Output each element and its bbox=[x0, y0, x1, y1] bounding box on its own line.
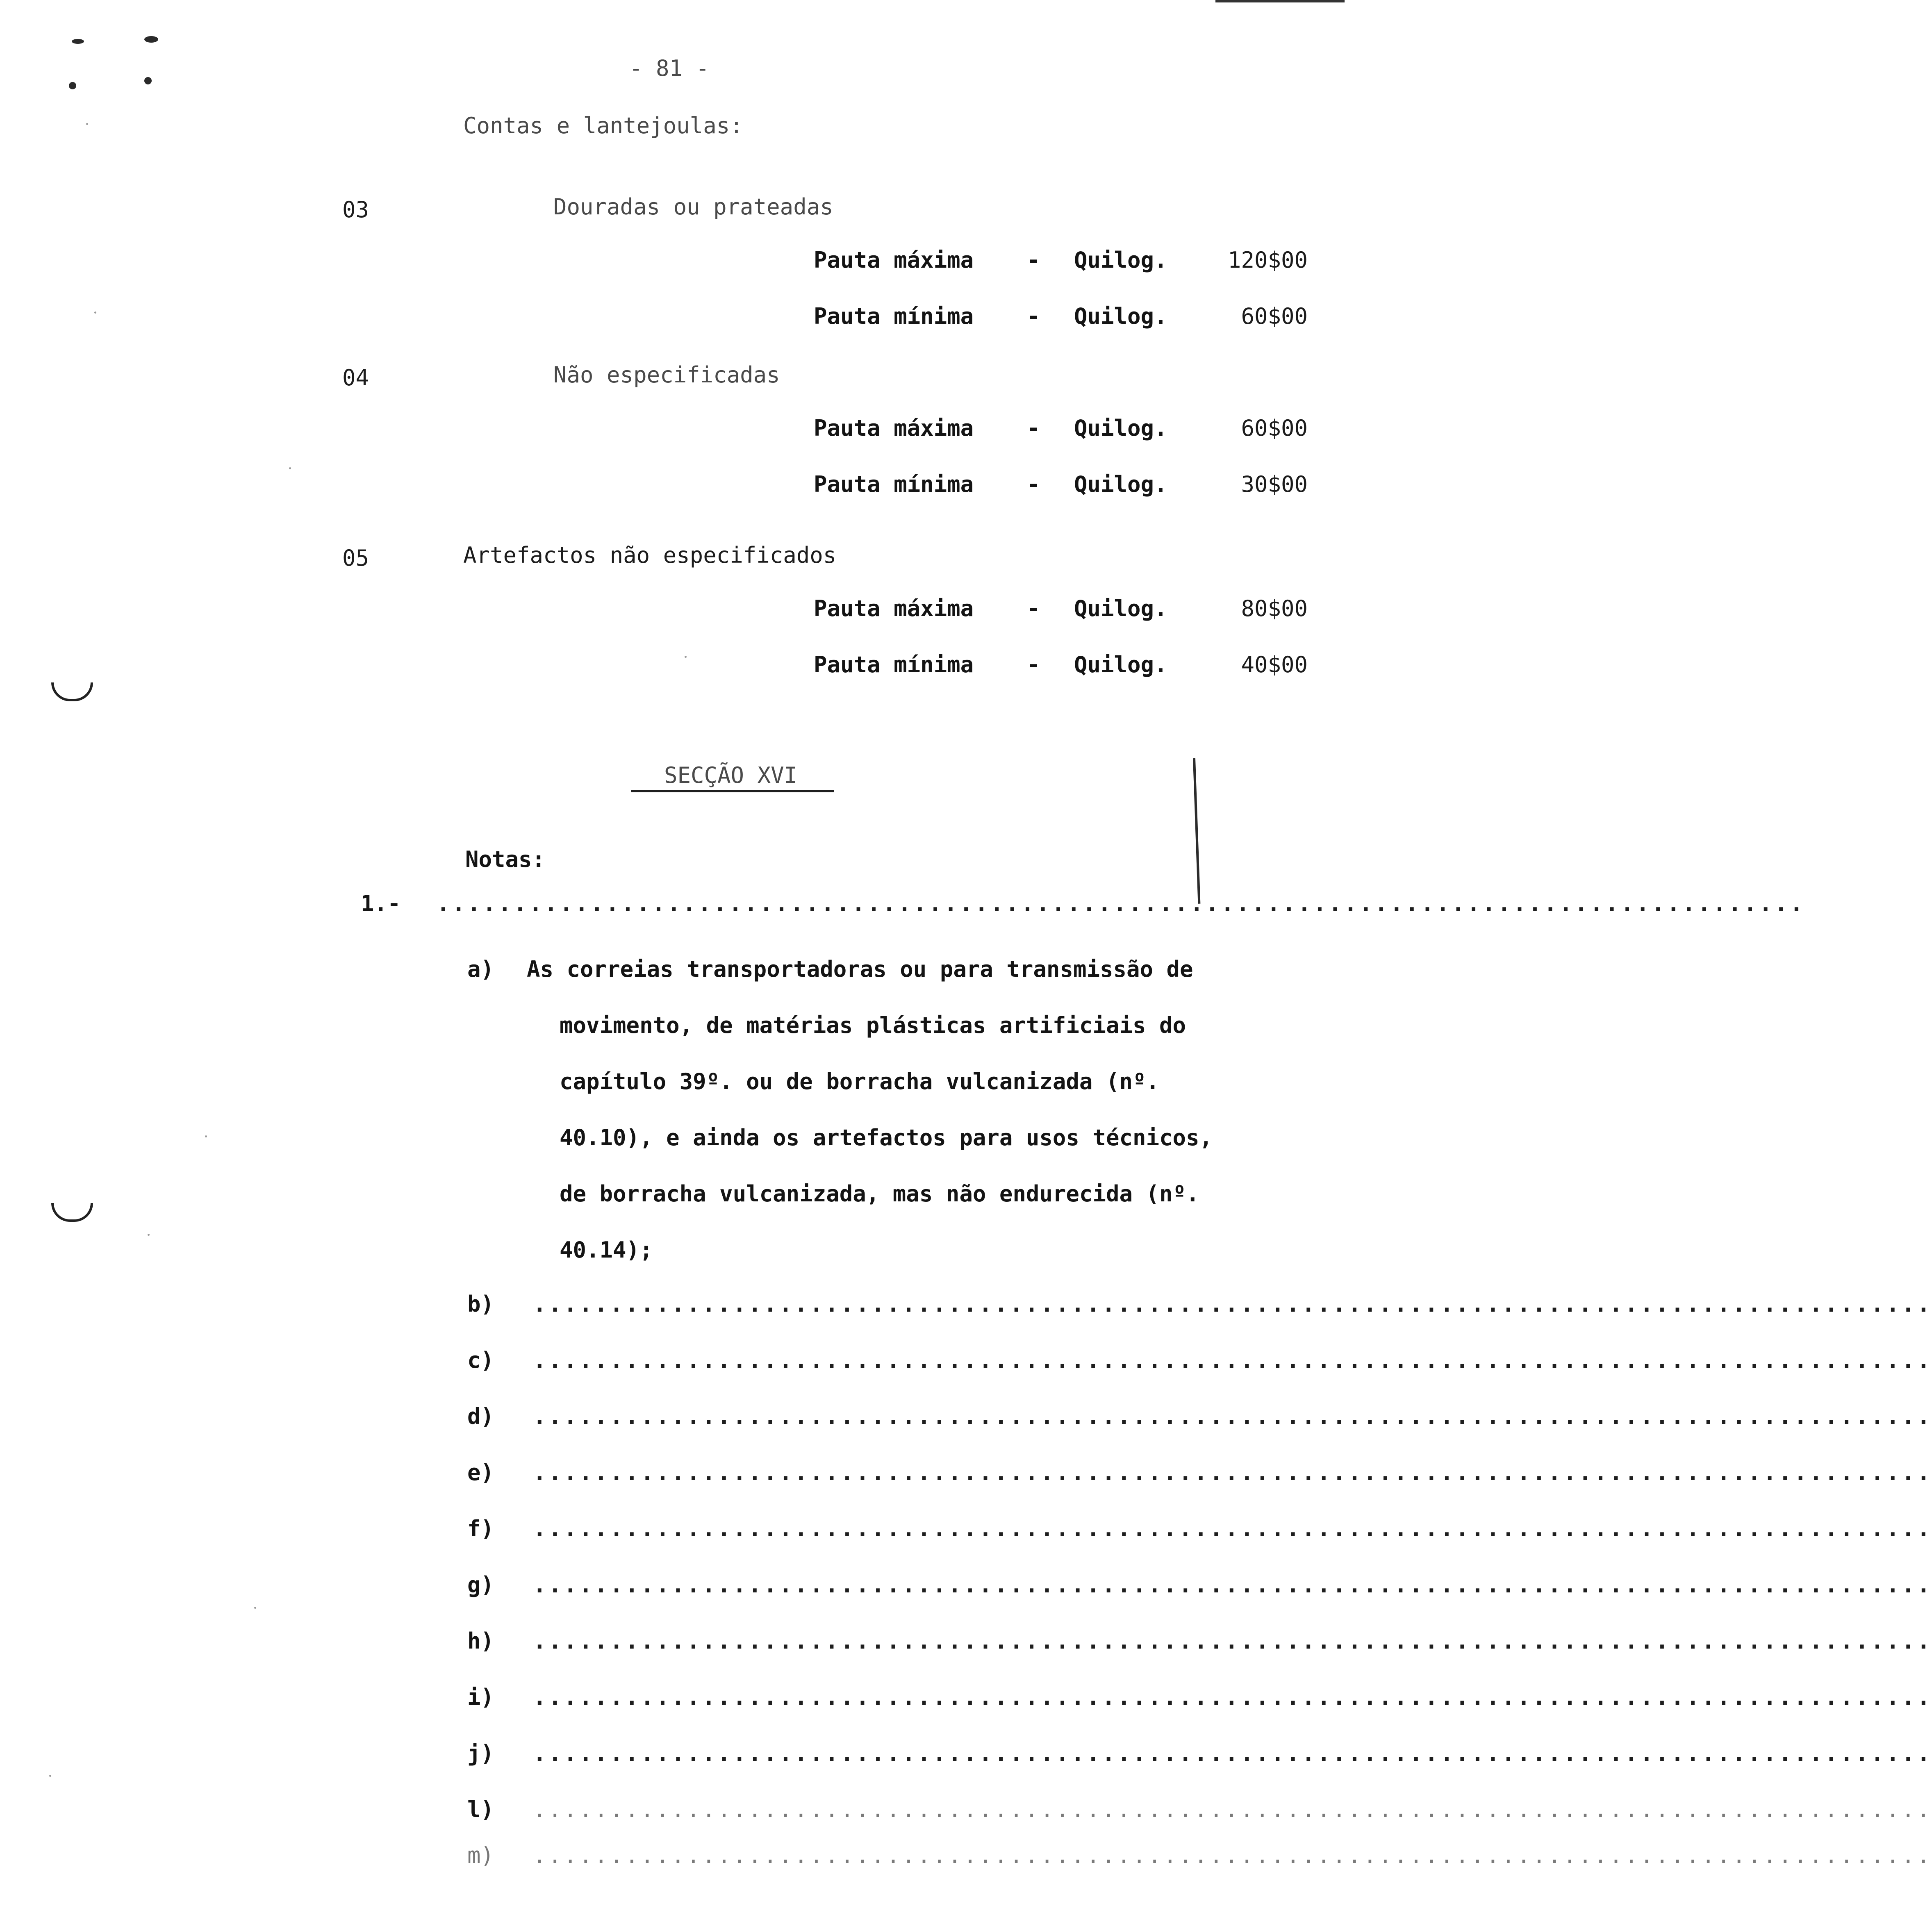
dotted-leader: ........................................................................................... bbox=[533, 1460, 1932, 1485]
scan-mark bbox=[94, 312, 96, 314]
note-text-line: 40.14); bbox=[560, 1237, 653, 1263]
dotted-leader: ........................................................................................... bbox=[533, 1572, 1932, 1598]
dotted-leader: ........................................................................................... bbox=[533, 1684, 1932, 1710]
scan-mark bbox=[51, 1203, 93, 1222]
rate-dash: - bbox=[1027, 247, 1040, 273]
note-text-line: de borracha vulcanizada, mas não endurecida (nº. bbox=[560, 1181, 1199, 1207]
scan-mark bbox=[144, 77, 152, 84]
item-code: 04 bbox=[342, 365, 369, 391]
rate-value: 30$00 bbox=[1241, 471, 1308, 497]
rate-dash: - bbox=[1027, 652, 1040, 678]
note-text-line: capítulo 39º. ou de borracha vulcanizada (nº. bbox=[560, 1069, 1159, 1094]
rate-value: 80$00 bbox=[1241, 596, 1308, 621]
scan-mark bbox=[289, 467, 291, 469]
scan-mark bbox=[254, 1607, 256, 1609]
rate-unit: Quilog. bbox=[1074, 596, 1167, 621]
item-title: Não especificadas bbox=[553, 362, 780, 388]
rate-dash: - bbox=[1027, 415, 1040, 441]
note-marker: l) bbox=[467, 1797, 494, 1822]
scan-mark bbox=[205, 1135, 207, 1137]
margin-line bbox=[1193, 758, 1200, 904]
dotted-leader: ........................................................................................... bbox=[533, 1347, 1932, 1373]
item-code: 05 bbox=[342, 545, 369, 571]
rate-label: Pauta máxima bbox=[814, 247, 974, 273]
note-marker: a) bbox=[467, 956, 494, 982]
scan-mark bbox=[69, 82, 76, 89]
dotted-leader: ........................................................................................... bbox=[533, 1797, 1932, 1822]
rate-label: Pauta mínima bbox=[814, 303, 974, 329]
note-marker: j) bbox=[467, 1740, 494, 1766]
rate-label: Pauta máxima bbox=[814, 596, 974, 621]
note-text-line: 40.10), e ainda os artefactos para usos técnicos, bbox=[560, 1125, 1213, 1151]
scan-mark bbox=[148, 1234, 150, 1236]
note-marker: i) bbox=[467, 1684, 494, 1710]
notes-label: Notas: bbox=[465, 846, 546, 872]
rate-label: Pauta mínima bbox=[814, 471, 974, 497]
scan-mark bbox=[685, 656, 687, 658]
rate-dash: - bbox=[1027, 596, 1040, 621]
rate-unit: Quilog. bbox=[1074, 247, 1167, 273]
rate-value: 60$00 bbox=[1241, 303, 1308, 329]
rate-value: 40$00 bbox=[1241, 652, 1308, 678]
note-marker: e) bbox=[467, 1460, 494, 1485]
dotted-leader: ........................................................................................... bbox=[533, 1740, 1932, 1766]
item-title: Douradas ou prateadas bbox=[553, 194, 833, 220]
scan-mark bbox=[51, 682, 93, 701]
note-marker: g) bbox=[467, 1572, 494, 1598]
rate-label: Pauta máxima bbox=[814, 415, 974, 441]
dotted-leader: ........................................................................................... bbox=[533, 1516, 1932, 1542]
rate-value: 60$00 bbox=[1241, 415, 1308, 441]
scan-mark bbox=[86, 123, 88, 125]
rate-label: Pauta mínima bbox=[814, 652, 974, 678]
dotted-leader: ........................................................................................... bbox=[533, 1628, 1932, 1654]
note-marker: m) bbox=[467, 1842, 494, 1868]
note-text-line: movimento, de matérias plásticas artificiais do bbox=[560, 1012, 1186, 1038]
note-marker: d) bbox=[467, 1403, 494, 1429]
scan-mark bbox=[1215, 0, 1345, 2]
item-title: Artefactos não especificados bbox=[463, 542, 837, 568]
item-code: 03 bbox=[342, 197, 369, 223]
rate-unit: Quilog. bbox=[1074, 471, 1167, 497]
section-title: SECÇÃO XVI bbox=[664, 762, 798, 788]
note-marker: f) bbox=[467, 1516, 494, 1542]
section-heading: Contas e lantejoulas: bbox=[463, 113, 743, 139]
scan-mark bbox=[49, 1775, 51, 1777]
rate-unit: Quilog. bbox=[1074, 415, 1167, 441]
note-text-line: As correias transportadoras ou para transmissão de bbox=[527, 956, 1193, 982]
rate-value: 120$00 bbox=[1227, 247, 1308, 273]
rate-unit: Quilog. bbox=[1074, 652, 1167, 678]
page-number: - 81 - bbox=[629, 55, 710, 81]
note-marker: b) bbox=[467, 1291, 494, 1317]
section-title-underline bbox=[631, 790, 834, 792]
dotted-leader: ......................................................................................... bbox=[437, 891, 1805, 917]
note-number: 1.- bbox=[361, 891, 401, 917]
rate-unit: Quilog. bbox=[1074, 303, 1167, 329]
dotted-leader: ........................................................................................... bbox=[533, 1403, 1932, 1429]
rate-dash: - bbox=[1027, 303, 1040, 329]
rate-dash: - bbox=[1027, 471, 1040, 497]
note-marker: h) bbox=[467, 1628, 494, 1654]
dotted-leader: ........................................................................................... bbox=[533, 1291, 1932, 1317]
scan-mark bbox=[144, 36, 158, 43]
note-marker: c) bbox=[467, 1347, 494, 1373]
scan-mark bbox=[72, 39, 84, 44]
dotted-leader: ........................................................................................... bbox=[533, 1842, 1932, 1868]
